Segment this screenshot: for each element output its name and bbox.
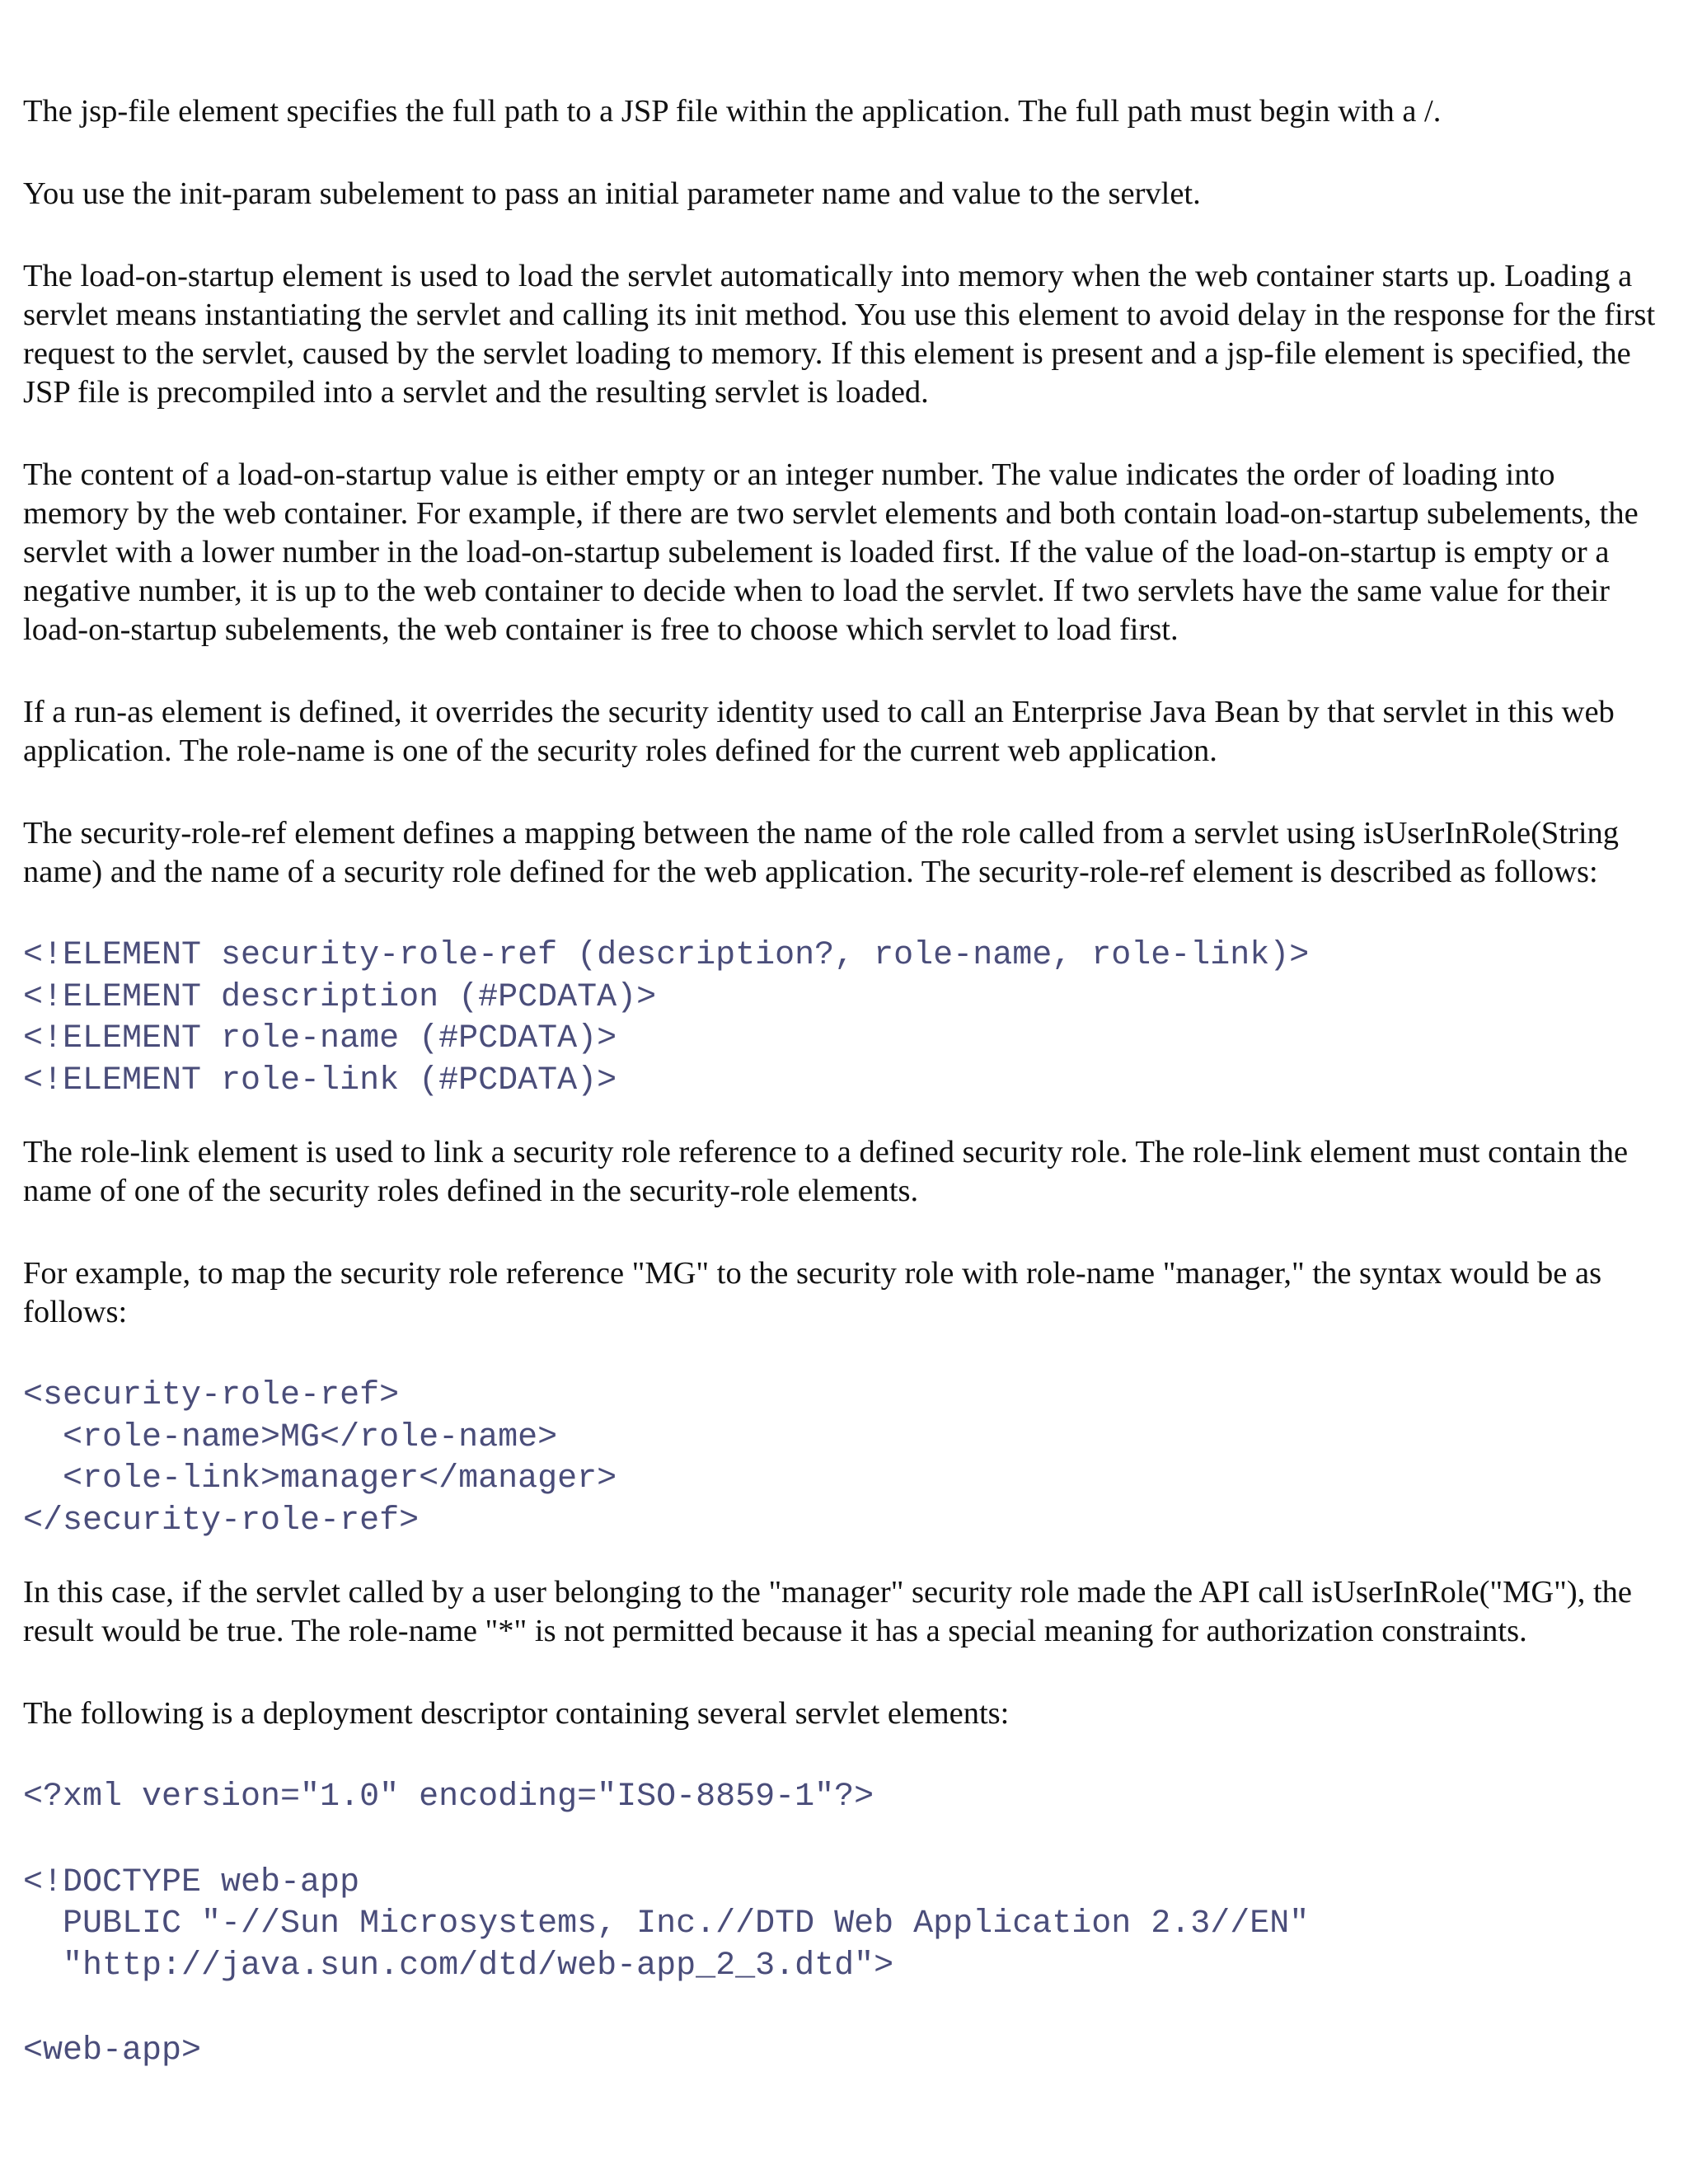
- paragraph-deployment-descriptor: The following is a deployment descriptor containing several servlet elements:: [23, 1696, 1010, 1731]
- code-security-role-ref-example: <security-role-ref> <role-name>MG</role-name> <role-link>manager</manager> </security-role-ref>: [23, 1377, 617, 1540]
- paragraph-role-link: The role-link element is used to link a security role reference to a defined security role. The role-link element must contain the name of one of the security roles defined in the security-role elements.: [23, 1135, 1629, 1208]
- paragraph-is-user-in-role: In this case, if the servlet called by a user belonging to the "manager" security role made the API call isUserInRole("MG"), the result would be true. The role-name "*" is not permitted because it has a special meaning for authorization constraints.: [23, 1575, 1632, 1648]
- paragraph-security-role-ref: The security-role-ref element defines a mapping between the name of the role called from a servlet using isUserInRole(String name) and the name of a security role defined for the web application. The security-role-ref element is described as follows:: [23, 816, 1620, 889]
- code-doctype: <!DOCTYPE web-app PUBLIC "-//Sun Microsystems, Inc.//DTD Web Application 2.3//EN" "http://java.sun.com/dtd/web-app_2_3.dtd">: [23, 1863, 1310, 1985]
- paragraph-run-as: If a run-as element is defined, it overrides the security identity used to call an Enterprise Java Bean by that servlet in this web application. The role-name is one of the security roles defined for the current web application.: [23, 695, 1615, 768]
- paragraph-jsp-file: The jsp-file element specifies the full path to a JSP file within the application. The full path must begin with a /.: [23, 94, 1442, 129]
- paragraph-example-intro: For example, to map the security role reference "MG" to the security role with role-name "manager," the syntax would be as follows:: [23, 1256, 1602, 1329]
- paragraph-init-param: You use the init-param subelement to pass an initial parameter name and value to the servlet.: [23, 176, 1201, 211]
- code-xml-declaration: <?xml version="1.0" encoding="ISO-8859-1"?>: [23, 1779, 874, 1816]
- paragraph-load-on-startup-value: The content of a load-on-startup value is either empty or an integer number. The value indicates the order of loading into memory by the web container. For example, if there are two servlet elements and both contain load-on-startup subelements, the servlet with a lower number in the load-on-startup subelement is loaded first. If the value of the load-on-startup is empty or a negative number, it is up to the web container to decide when to load the servlet. If two servlets have the same value for their load-on-startup subelements, the web container is free to choose which servlet to load first.: [23, 457, 1639, 647]
- code-web-app-open: <web-app>: [23, 2032, 202, 2069]
- paragraph-load-on-startup: The load-on-startup element is used to load the servlet automatically into memory when the web container starts up. Loading a servlet means instantiating the servlet and calling its init method. You use this element to avoid delay in the response for the first request to the servlet, caused by the servlet loading to memory. If this element is present and a jsp-file element is specified, the JSP file is precompiled into a servlet and the resulting servlet is loaded.: [23, 259, 1656, 410]
- code-dtd-security-role-ref: <!ELEMENT security-role-ref (description?, role-name, role-link)> <!ELEMENT description (#PCDATA)> <!ELEMENT role-name (#PCDATA)> <!ELEMENT role-link (#PCDATA)>: [23, 937, 1310, 1099]
